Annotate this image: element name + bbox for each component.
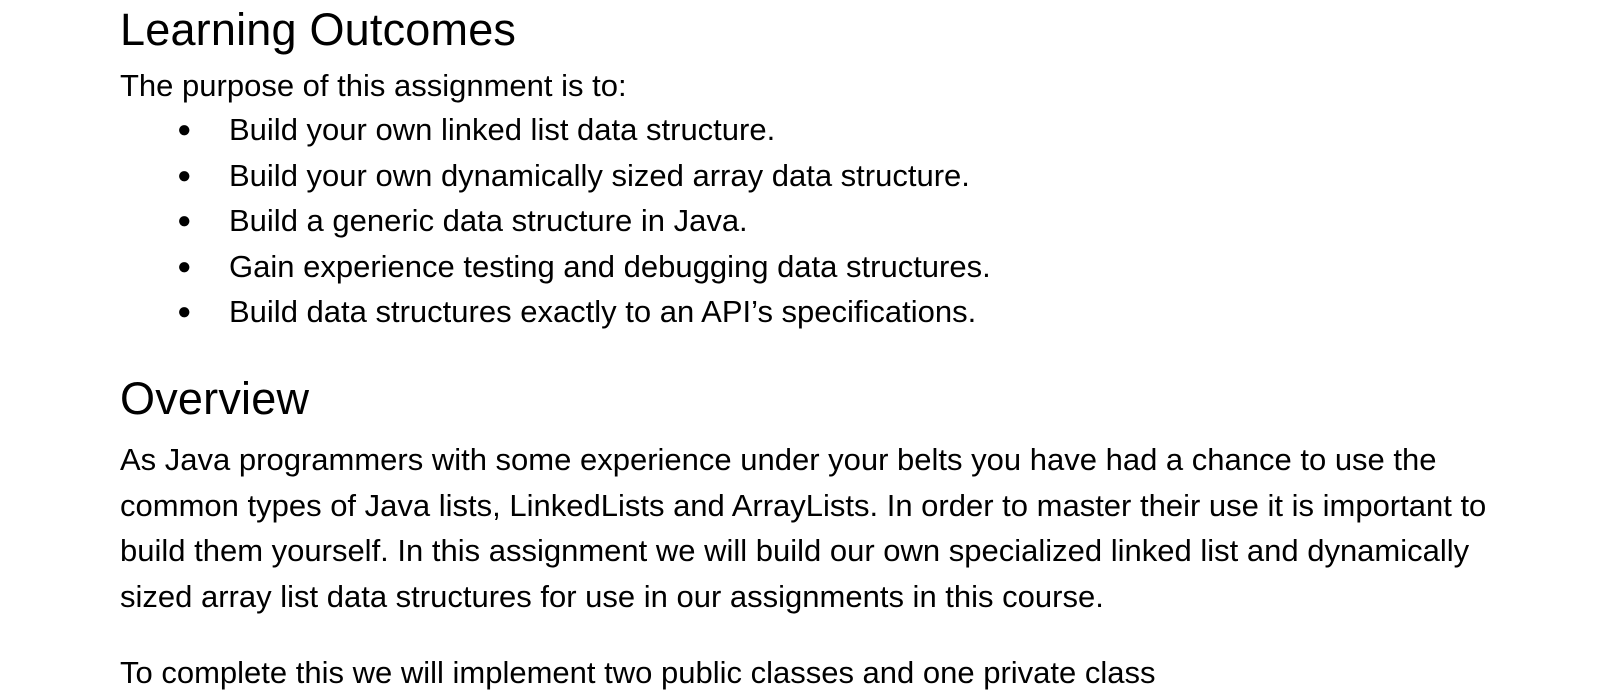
learning-outcomes-list bbox=[120, 110, 991, 338]
list-item bbox=[120, 292, 991, 338]
list-item-text: Build your own dynamically sized array data structure. bbox=[229, 157, 970, 193]
bullet-icon: ● bbox=[177, 298, 192, 325]
bullet-icon: ● bbox=[177, 252, 192, 280]
bullet-icon: ● bbox=[177, 207, 192, 234]
next-paragraph-partial: To complete this we will implement two public classes and one private class bbox=[120, 655, 1156, 690]
learning-outcomes-heading: Learning Outcomes bbox=[120, 4, 517, 55]
list-item bbox=[120, 201, 991, 247]
list-item-text: Build a generic data structure in Java. bbox=[229, 203, 748, 238]
overview-heading: Overview bbox=[120, 373, 310, 424]
list-item-text: Build data structures exactly to an API’s specifications. bbox=[229, 294, 977, 329]
bullet-icon: ● bbox=[177, 161, 192, 189]
list-item-text: Gain experience testing and debugging data structures. bbox=[229, 248, 991, 284]
bullet-icon: ● bbox=[177, 116, 192, 143]
list-item bbox=[120, 110, 991, 156]
list-item bbox=[120, 247, 991, 293]
list-item bbox=[120, 156, 991, 202]
list-item-text: Build your own linked list data structure. bbox=[229, 112, 776, 147]
learning-outcomes-intro: The purpose of this assignment is to: bbox=[120, 68, 627, 103]
overview-paragraph: As Java programmers with some experience under your belts you have had a chance to use the common types of Java lists, LinkedLists and ArrayLists. In order to master their use it is important to build them yourself. In this assignment we will build our own specialized linked list and dynamically sized array list data structures for use in our assignments in this course. bbox=[120, 442, 1487, 614]
